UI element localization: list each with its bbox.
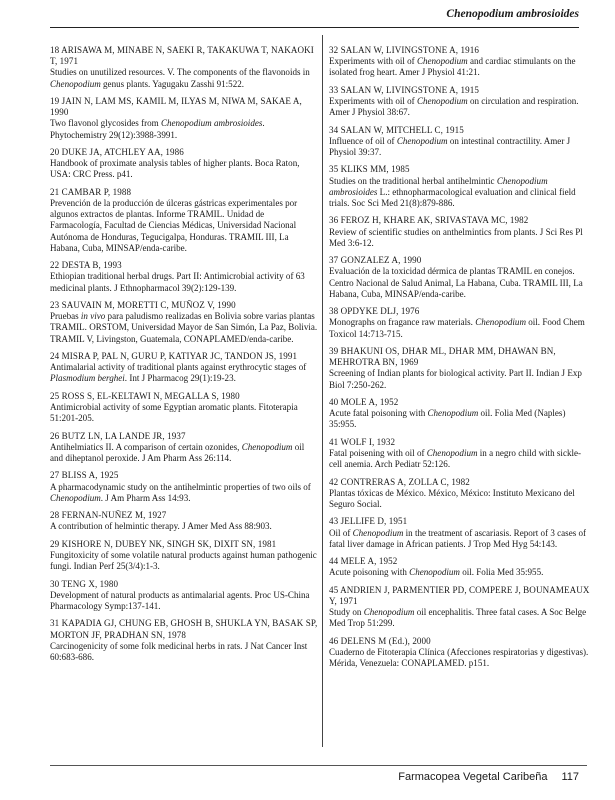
citation-text: Ethiopian traditional herbal drugs. Part II: Antimicrobial activity of 63 medicinal plants. J Ethnopharmacol 39(2):129-139. — [50, 271, 305, 293]
reference-entry — [329, 215, 592, 249]
citation-text: genus plants. Yagugaku Zasshi 91:522. — [100, 78, 245, 89]
reference-authors: 18 ARISAWA M, MINABE N, SAEKI R, TAKAKUWA T, NAKAOKI T, 1971 — [50, 45, 314, 67]
reference-citation — [329, 176, 592, 210]
reference-entry — [329, 636, 592, 670]
citation-text: Prevención de la producción de úlceras gástricas experimentales por algunos extractos de plantas. Informe TRAMIL. Unidad de Farmacología, Facultad de Ciencias Médicas, Universidad Nacional Autónoma de Honduras, Tegucigalpa, Honduras. TRAMIL III, La Habana, Cuba, MINSAP/enda-caribe. — [50, 198, 298, 253]
italic-taxon: in vivo — [80, 311, 106, 322]
italic-taxon: Chenopodium — [363, 607, 415, 618]
italic-taxon: Chenopodium — [416, 96, 468, 106]
reference-authors: 33 SALAN W, LIVINGSTONE A, 1915 — [329, 84, 479, 95]
citation-text: Oil of — [329, 527, 353, 538]
reference-authors: 26 BUTZ LN, LA LANDE JR, 1937 — [50, 430, 186, 441]
reference-citation — [50, 521, 318, 532]
citation-text: on intestinal contractility. Amer J Physiol 39:37. — [329, 135, 571, 157]
reference-citation — [329, 408, 592, 430]
reference-entry — [50, 470, 318, 504]
book-title: Farmacopea Vegetal Caribeña — [398, 771, 548, 783]
reference-authors: 38 OPDYKE DLJ, 1976 — [329, 306, 420, 317]
header-rule — [50, 27, 579, 28]
reference-citation — [50, 590, 318, 612]
citation-text: Experiments with oil of — [329, 96, 417, 106]
citation-text: oil encephalitis. Three fatal cases. A Soc Belge Med Trop 51:299. — [329, 607, 587, 629]
reference-citation — [50, 442, 318, 464]
reference-entry — [50, 96, 318, 141]
italic-taxon: Chenopodium — [50, 492, 101, 503]
citation-text: oil. Folia Med 35:955. — [459, 567, 544, 578]
citation-text: . Int J Pharmacog 29(1):19-23. — [124, 373, 236, 384]
footer-rule — [50, 765, 587, 766]
reference-authors: 24 MISRA P, PAL N, GURU P, KATIYAR JC, TANDON JS, 1991 — [50, 351, 298, 361]
citation-text: in the treatment of ascariasis. Report of 3 cases of fatal liver damage in African patients. J Trop Med Hyg 54:143. — [329, 527, 587, 549]
citation-text: in a negro child with sickle-cell anemia. Arch Pediatr 52:126. — [329, 447, 582, 470]
reference-entry — [50, 431, 318, 465]
citation-text: Studies on unutilized resources. V. The components of the flavonoids in — [50, 67, 310, 78]
citation-text: oil. Food Chem Toxicol 14:713-715. — [329, 317, 585, 339]
page-number: 117 — [561, 771, 579, 783]
citation-text: Cuaderno de Fitoterapia Clínica (Afecciones respiratorias y digestivas). Mérida, Venezuela: CONAPLAMED. p151. — [329, 646, 589, 669]
reference-citation — [329, 317, 592, 339]
reference-entry — [50, 260, 318, 294]
running-title: Chenopodium ambrosioides — [446, 8, 579, 20]
reference-entry — [329, 45, 592, 79]
reference-citation — [50, 158, 318, 180]
citation-text: Plantas tóxicas de México. México, México: Instituto Mexicano del Seguro Social. — [329, 487, 575, 509]
reference-authors: 45 ANDRIEN J, PARMENTIER PD, COMPERE J, BOUNAMEAUX Y, 1971 — [329, 584, 590, 606]
citation-text: Two flavonol glycosides from — [50, 118, 161, 129]
reference-citation — [50, 118, 318, 140]
reference-entry — [50, 45, 318, 90]
reference-citation — [50, 402, 318, 424]
citation-text: Study on — [329, 607, 364, 618]
reference-authors: 19 JAIN N, LAM MS, KAMIL M, ILYAS M, NIWA M, SAKAE A, 1990 — [50, 96, 302, 118]
reference-entry — [329, 516, 592, 550]
reference-authors: 37 GONZALEZ A, 1990 — [329, 255, 422, 266]
reference-authors: 34 SALAN W, MITCHELL C, 1915 — [329, 124, 464, 135]
reference-citation — [50, 362, 318, 384]
reference-citation — [50, 271, 318, 293]
reference-citation — [329, 488, 592, 510]
reference-authors: 40 MOLE A, 1952 — [329, 396, 399, 407]
reference-authors: 36 FEROZ H, KHARE AK, SRIVASTAVA MC, 1982 — [329, 215, 529, 226]
reference-citation — [329, 56, 592, 78]
italic-taxon: Chenopodium — [241, 441, 293, 452]
italic-taxon: Chenopodium — [416, 56, 468, 67]
citation-text: para paludismo realizadas en Bolivia sobre varias plantas TRAMIL. ORSTOM, Universidad Mayor de San Simón, La Paz, Bolivia. TRAMIL V, Livingston, Guatemala, CONAPLAMED/enda-caribe. — [50, 311, 318, 344]
reference-citation — [50, 550, 318, 572]
reference-column-right — [329, 45, 592, 676]
reference-authors: 31 KAPADIA GJ, CHUNG EB, GHOSH B, SHUKLA YN, BASAK SP, MORTON JF, PRADHAN SN, 1978 — [50, 618, 318, 640]
reference-citation — [329, 647, 592, 669]
reference-authors: 22 DESTA B, 1993 — [50, 260, 122, 271]
reference-entry — [329, 306, 592, 340]
citation-text: Antimalarial activity of traditional plants against erythrocytic stages of — [50, 362, 307, 373]
citation-text: Handbook of proximate analysis tables of higher plants. Boca Raton, USA: CRC Press. p41. — [50, 158, 300, 180]
reference-entry — [329, 164, 592, 209]
reference-citation — [329, 368, 592, 390]
reference-authors: 35 KLIKS MM, 1985 — [329, 164, 410, 175]
reference-entry — [50, 300, 318, 345]
reference-authors: 29 KISHORE N, DUBEY NK, SINGH SK, DIXIT SN, 1981 — [50, 538, 277, 549]
citation-text: . J Am Pharm Ass 14:93. — [100, 492, 191, 503]
citation-text: and cardiac stimulants on the isolated frog heart. Amer J Physiol 41:21. — [329, 56, 576, 78]
reference-authors: 25 ROSS S, EL-KELTAWI N, MEGALLA S, 1980 — [50, 390, 240, 401]
reference-citation — [329, 607, 592, 629]
reference-citation — [50, 482, 318, 504]
reference-citation — [50, 67, 318, 89]
italic-taxon: Chenopodium — [475, 317, 526, 328]
reference-entry — [329, 585, 592, 630]
reference-column-left — [50, 45, 318, 669]
citation-text: Screening of Indian plants for biological activity. Part II. Indian J Exp Biol 7:250-262. — [329, 368, 582, 390]
italic-taxon: Chenopodium — [50, 78, 101, 89]
reference-entry — [329, 85, 592, 119]
citation-text: L.: ethnopharmacological evaluation and clinical field trials. Soc Sci Med 21(8):879-886. — [329, 186, 576, 208]
reference-citation — [329, 266, 592, 300]
reference-entry — [329, 346, 592, 391]
citation-text: Acute poisoning with — [329, 567, 410, 578]
reference-entry — [50, 539, 318, 573]
page-footer — [398, 771, 579, 783]
reference-authors: 32 SALAN W, LIVINGSTONE A, 1916 — [329, 45, 479, 55]
citation-text: oil. Folia Med (Naples) 35:955. — [329, 408, 566, 430]
reference-citation — [329, 96, 592, 118]
citation-text: A pharmacodynamic study on the antihelmintic properties of two oils of — [50, 481, 311, 492]
reference-authors: 44 MELE A, 1952 — [329, 556, 398, 567]
citation-text: Review of scientific studies on anthelmintics from plants. J Sci Res Pl Med 3:6-12. — [329, 226, 583, 248]
column-divider — [322, 35, 323, 747]
reference-authors: 39 BHAKUNI OS, DHAR ML, DHAR MM, DHAWAN BN, MEHROTRA BN, 1969 — [329, 345, 556, 368]
reference-entry — [329, 397, 592, 431]
citation-text: oil and diheptanol peroxide. J Am Pharm Ass 26:114. — [50, 441, 305, 463]
reference-authors: 41 WOLF I, 1932 — [329, 436, 396, 447]
citation-text: Antihelmiatics II. A comparison of certain ozonides, — [50, 441, 242, 452]
italic-taxon: Chenopodium — [427, 408, 479, 419]
citation-text: Acute fatal poisoning with — [329, 408, 428, 419]
citation-text: Development of natural products as antimalarial agents. Proc US-China Pharmacology Symp:137-141. — [50, 589, 310, 611]
reference-entry — [329, 556, 592, 578]
reference-authors: 30 TENG X, 1980 — [50, 578, 119, 589]
reference-citation — [329, 227, 592, 249]
reference-authors: 21 CAMBAR P, 1988 — [50, 186, 132, 197]
reference-entry — [50, 351, 318, 385]
citation-text: Monographs on fragance raw materials. — [329, 317, 476, 328]
italic-taxon: Chenopodium — [426, 447, 478, 458]
reference-citation — [329, 136, 592, 158]
citation-text: A contribution of helmintic therapy. J Amer Med Ass 88:903. — [50, 521, 272, 532]
reference-entry — [329, 125, 592, 159]
reference-entry — [50, 147, 318, 181]
reference-entry — [329, 437, 592, 471]
reference-authors: 28 FERNAN-NUÑEZ M, 1927 — [50, 510, 167, 521]
reference-entry — [50, 618, 318, 663]
reference-citation — [50, 641, 318, 663]
citation-text: Studies on the traditional herbal antihelmintic — [329, 175, 497, 186]
citation-text: Experiments with oil of — [329, 56, 417, 67]
italic-taxon: Chenopodium — [352, 527, 404, 538]
italic-taxon: Chenopodium — [409, 567, 460, 578]
citation-text: Fatal poisening with oil of — [329, 447, 427, 458]
citation-text: . Phytochemistry 29(12):3988-3991. — [50, 118, 265, 140]
reference-entry — [50, 391, 318, 425]
italic-taxon: Chenopodium ambrosioides — [329, 175, 548, 197]
citation-text: Evaluación de la toxicidad dérmica de plantas TRAMIL en conejos. Centro Nacional de Salud Animal, La Habana, Cuba. TRAMIL III, La Habana, Cuba, MINSAP/enda-caribe. — [329, 266, 583, 299]
reference-entry — [50, 579, 318, 613]
reference-citation — [50, 311, 318, 345]
citation-text: Carcinogenicity of some folk medicinal herbs in rats. J Nat Cancer Inst 60:683-686. — [50, 640, 308, 662]
reference-entry — [329, 255, 592, 300]
reference-authors: 27 BLISS A, 1925 — [50, 470, 119, 481]
citation-text: Antimicrobial activity of some Egyptian aromatic plants. Fitoterapia 51:201-205. — [50, 402, 298, 424]
reference-authors: 43 JELLIFE D, 1951 — [329, 516, 408, 527]
reference-citation — [50, 198, 318, 254]
italic-taxon: Chenopodium — [396, 135, 448, 146]
italic-taxon: Chenopodium ambrosioides — [160, 118, 263, 129]
reference-entry — [50, 187, 318, 254]
reference-entry — [50, 510, 318, 532]
citation-text: on circulation and respiration. Amer J Physiol 38:67. — [329, 96, 579, 118]
reference-citation — [329, 528, 592, 550]
reference-authors: 23 SAUVAIN M, MORETTI C, MUÑOZ V, 1990 — [50, 300, 236, 310]
citation-text: Fungitoxicity of some volatile natural products against human pathogenic fungi. Indian Perf 25(3/4):1-3. — [50, 549, 317, 572]
reference-citation — [329, 567, 592, 578]
citation-text: Influence of oil of — [329, 135, 397, 146]
italic-taxon: Plasmodium berghei — [50, 373, 125, 384]
reference-entry — [329, 477, 592, 511]
reference-authors: 42 CONTRERAS A, ZOLLA C, 1982 — [329, 476, 470, 487]
reference-authors: 46 DELENS M (Ed.), 2000 — [329, 635, 431, 646]
reference-citation — [329, 448, 592, 470]
citation-text: Pruebas — [50, 311, 81, 322]
reference-authors: 20 DUKE JA, ATCHLEY AA, 1986 — [50, 147, 184, 157]
